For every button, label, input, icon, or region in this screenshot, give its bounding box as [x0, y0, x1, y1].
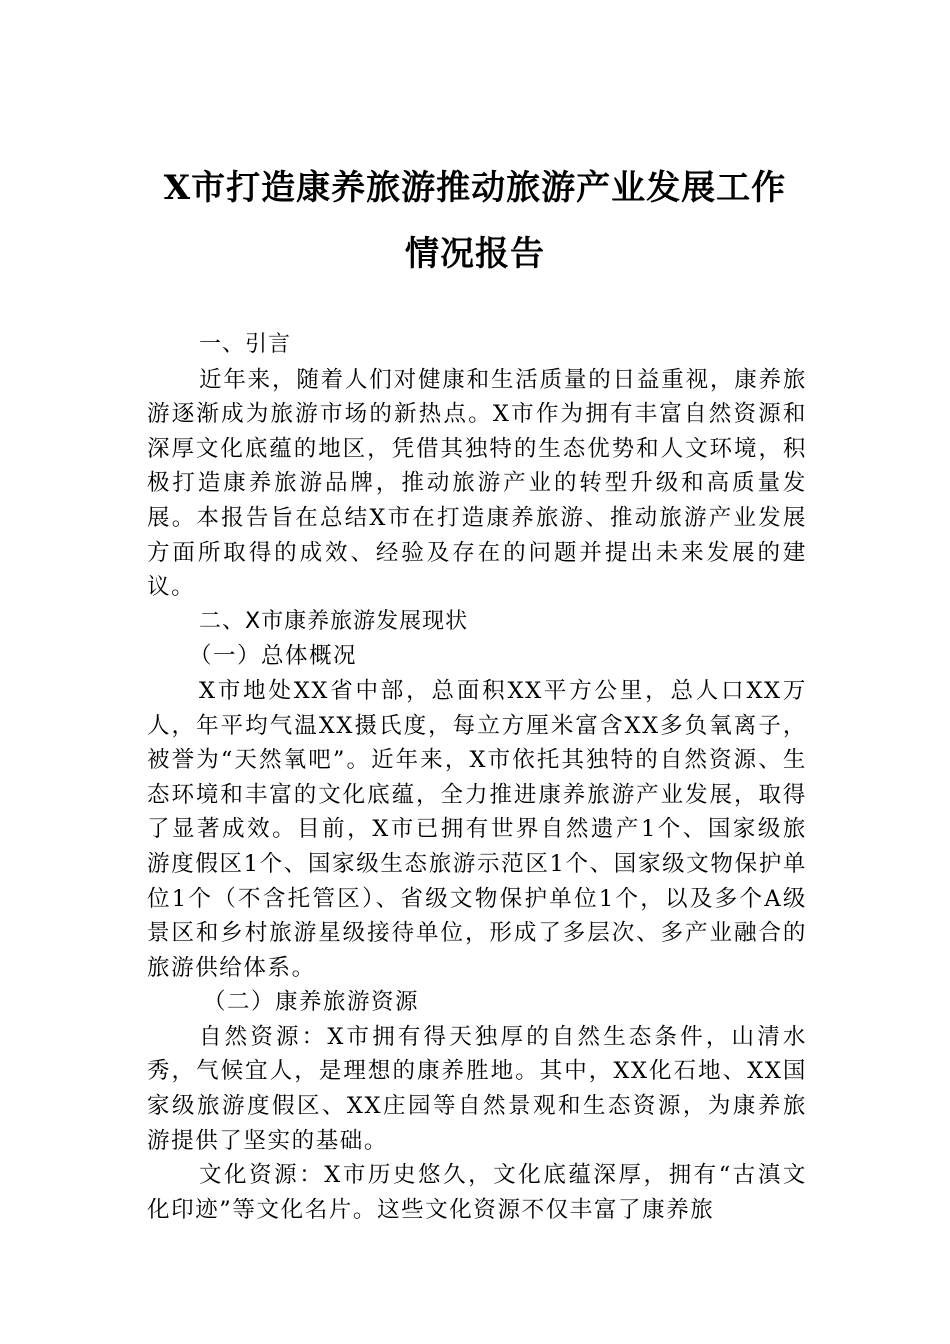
document-title-line-1: X市打造康养旅游推动旅游产业发展工作 — [163, 168, 787, 208]
paragraph-cultural-resources: 文化资源：X市历史悠久，文化底蕴深厚，拥有“古滇文化印迹”等文化名片。这些文化资源不仅丰富了康养旅 — [147, 1162, 807, 1223]
paragraph-overview: X市地处XX省中部，总面积XX平方公里，总人口XX万人，年平均气温XX摄氏度，每立方厘米富含XX多负氧离子，被誉为“天然氧吧”。近年来，X市依托其独特的自然资源、生态环境和丰富的文化底蕴，全力推进康养旅游产业发展，取得了显著成效。目前，X市已拥有世界自然遗产1个、国家级旅游度假区1个、国家级生态旅游示范区1个、国家级文物保护单位1个（不含托管区）、省级文物保护单位1个，以及多个A级景区和乡村旅游星级接待单位，形成了多层次、多产业融合的旅游供给体系。 — [147, 677, 807, 981]
paragraph-natural-resources: 自然资源：X市拥有得天独厚的自然生态条件，山清水秀，气候宜人，是理想的康养胜地。其中，XX化石地、XX国家级旅游度假区、XX庄园等自然景观和生态资源，为康养旅游提供了坚实的基础。 — [147, 1023, 807, 1154]
subsection-heading-overview: （一）总体概况 — [189, 643, 358, 670]
section-heading-introduction: 一、引言 — [199, 332, 292, 357]
paragraph-introduction: 近年来，随着人们对健康和生活质量的日益重视，康养旅游逐渐成为旅游市场的新热点。X市作为拥有丰富自然资源和深厚文化底蕴的地区，凭借其独特的生态优势和人文环境，积极打造康养旅游品牌，推动旅游产业的转型升级和高质量发展。本报告旨在总结X市在打造康养旅游、推动旅游产业发展方面所取得的成效、经验及存在的问题并提出未来发展的建议。 — [147, 366, 807, 601]
subsection-heading-resources: （二）康养旅游资源 — [203, 989, 420, 1016]
section-heading-status: 二、X市康养旅游发展现状 — [199, 608, 469, 634]
document-title-line-2: 情况报告 — [405, 234, 545, 274]
document-body — [147, 328, 807, 1227]
